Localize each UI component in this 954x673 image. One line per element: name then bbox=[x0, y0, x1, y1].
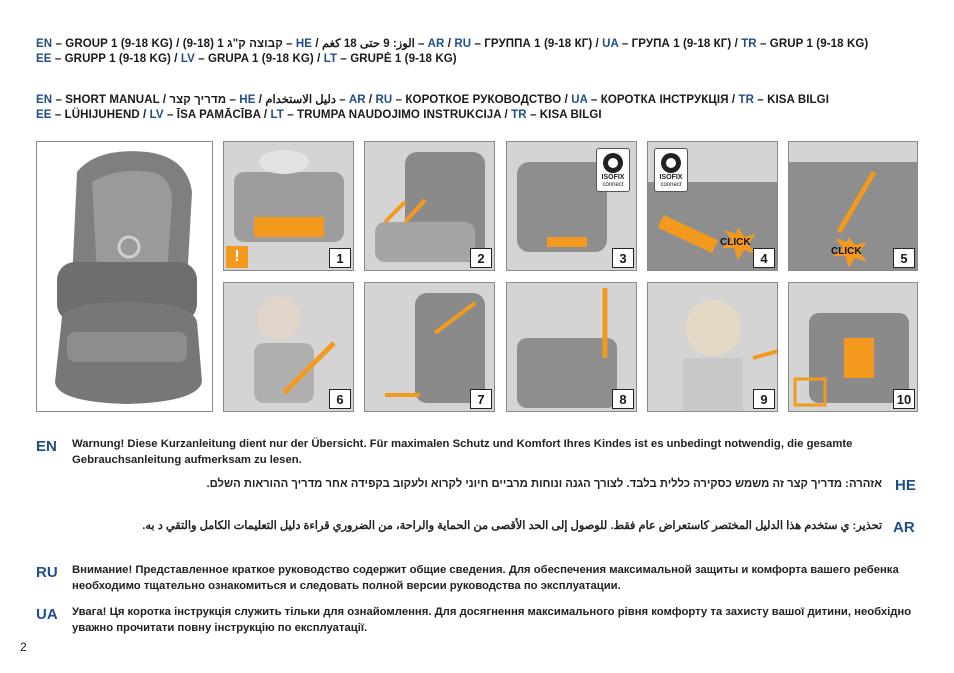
warning-he: אזהרה: מדריך קצר זה משמש כסקירה כללית בלבד. לצורך הגנה ונוחות מרביים חיוני לקרוא ולעקוב בקפידה אחר מדריך ההוראות השלם. bbox=[206, 478, 882, 490]
step-number: 9 bbox=[753, 389, 775, 409]
isofix-badge bbox=[596, 148, 630, 192]
step-number: 7 bbox=[470, 389, 492, 409]
isofix-label: ISOFIX bbox=[659, 174, 683, 181]
lang-code: LV bbox=[180, 53, 195, 65]
lang-code: EE bbox=[36, 53, 52, 65]
header-text: – TRUMPA NAUDOJIMO INSTRUKCIJA / bbox=[283, 109, 512, 121]
header-text: – GRUP 1 (9-18 KG) bbox=[756, 38, 869, 50]
header-text: – GRUPĖ 1 (9-18 KG) bbox=[337, 53, 457, 65]
warning-en: Warnung! Diese Kurzanleitung dient nur der Übersicht. Für maximalen Schutz und Komfort Ihres Kindes ist es unbedingt notwendig, die gesamte Gebrauchsanleitung aufmerksam zu lesen. bbox=[72, 438, 853, 466]
header-text: – КОРОТКОЕ РУКОВОДСТВО / bbox=[392, 94, 572, 106]
header-line-4 bbox=[36, 109, 602, 121]
click-label: CLICK bbox=[831, 246, 862, 257]
lang-code: UA bbox=[602, 38, 619, 50]
header-text: – KISA BILGI bbox=[754, 94, 829, 106]
isofix-sub: connect bbox=[602, 182, 624, 188]
lang-code: LT bbox=[323, 53, 338, 65]
lang-code: LT bbox=[270, 109, 284, 121]
header-text: – GRUPP 1 (9-18 KG) / bbox=[51, 53, 181, 65]
page-number: 2 bbox=[20, 640, 27, 654]
step-panel-6 bbox=[223, 282, 354, 412]
lang-code: TR bbox=[741, 38, 757, 50]
step-number: 4 bbox=[753, 248, 775, 268]
warning-ru: Внимание! Представленное краткое руководство содержит общие сведения. Для обеспечения максимальной защиты и комфорта вашего ребенка необходимо тщательно ознакомиться и следовать полной версии руководства по эксплуатации. bbox=[72, 564, 899, 592]
header-text: – ĪSA PAMĀCĪBA / bbox=[163, 109, 271, 121]
car-seat-photo bbox=[36, 141, 213, 412]
warning-icon: ! bbox=[226, 246, 248, 268]
lang-code: AR bbox=[348, 94, 366, 106]
lang-code: EN bbox=[36, 38, 53, 50]
car-seat-illustration bbox=[37, 142, 213, 412]
step-panel-7 bbox=[364, 282, 495, 412]
isofix-label: ISOFIX bbox=[601, 174, 625, 181]
lang-code: EN bbox=[36, 94, 53, 106]
step-number: 8 bbox=[612, 389, 634, 409]
lang-code-he: HE bbox=[895, 477, 916, 494]
lang-code: AR bbox=[427, 38, 445, 50]
step-panel-1 bbox=[223, 141, 354, 271]
lang-code: RU bbox=[375, 94, 393, 106]
header-line-1 bbox=[36, 36, 868, 50]
lang-code-en: EN bbox=[36, 438, 57, 455]
lang-code-ua: UA bbox=[36, 606, 58, 623]
step-number: 3 bbox=[612, 248, 634, 268]
header-line-3 bbox=[36, 92, 829, 106]
header-text: – ГРУПА 1 (9-18 КГ) / bbox=[618, 38, 742, 50]
step-number: 2 bbox=[470, 248, 492, 268]
header-line-2 bbox=[36, 53, 457, 65]
header-text: – KISA BILGI bbox=[526, 109, 602, 121]
header-text: / bbox=[365, 94, 376, 106]
header-text: / bbox=[444, 38, 455, 50]
lang-code: TR bbox=[511, 109, 527, 121]
header-text: – LÜHIJUHEND / bbox=[51, 109, 150, 121]
isofix-sub: connect bbox=[660, 182, 682, 188]
lang-code: HE bbox=[239, 94, 256, 106]
header-text: – КОРОТКА ІНСТРУКЦІЯ / bbox=[587, 94, 739, 106]
header-text: – GRUPA 1 (9-18 KG) / bbox=[194, 53, 324, 65]
header-text: / الوز: 9 حتى 18 كغم – bbox=[312, 38, 428, 50]
step-panel-8 bbox=[506, 282, 637, 412]
warning-ua: Увага! Ця коротка інструкція служить тільки для ознайомлення. Для досягнення максимального рівня комфорту та захисту вашої дитини, необхідно уважно прочитати повну інструкцію по експлуатації. bbox=[72, 606, 912, 634]
header-text: – GROUP 1 (9-18 KG) / bbox=[52, 38, 183, 50]
warning-ar: تحذير: ي ستخدم هذا الدليل المختصر كاستعراض عام فقط. للوصول إلى الحد الأقصى من الحماية والراحة، من الضروري قراءة دليل التعليمات الكامل والتقي د به. bbox=[142, 520, 882, 532]
lang-code: TR bbox=[738, 94, 754, 106]
step-panel-3 bbox=[506, 141, 637, 271]
isofix-badge bbox=[654, 148, 688, 192]
header-text: – ГРУППА 1 (9-18 КГ) / bbox=[471, 38, 603, 50]
step-number: 1 bbox=[329, 248, 351, 268]
step-panel-2 bbox=[364, 141, 495, 271]
click-label: CLICK bbox=[720, 237, 751, 248]
step-panel-10 bbox=[788, 282, 918, 412]
header-text: – SHORT MANUAL / מדריך קצר – bbox=[52, 94, 240, 106]
header-text: (9-18) 1 קבוצה ק"ג – bbox=[182, 38, 296, 50]
step-panel-5 bbox=[788, 141, 918, 271]
header-text: / دليل الاستخدام – bbox=[255, 94, 349, 106]
lang-code: EE bbox=[36, 109, 52, 121]
step-number: 6 bbox=[329, 389, 351, 409]
step-panel-9 bbox=[647, 282, 778, 412]
lang-code: RU bbox=[454, 38, 472, 50]
step-number: 10 bbox=[893, 389, 915, 409]
lang-code: LV bbox=[149, 109, 164, 121]
lang-code-ru: RU bbox=[36, 564, 58, 581]
lang-code: HE bbox=[295, 38, 313, 50]
lang-code-ar: AR bbox=[893, 519, 915, 536]
step-number: 5 bbox=[893, 248, 915, 268]
step-panel-4 bbox=[647, 141, 778, 271]
lang-code: UA bbox=[571, 94, 588, 106]
